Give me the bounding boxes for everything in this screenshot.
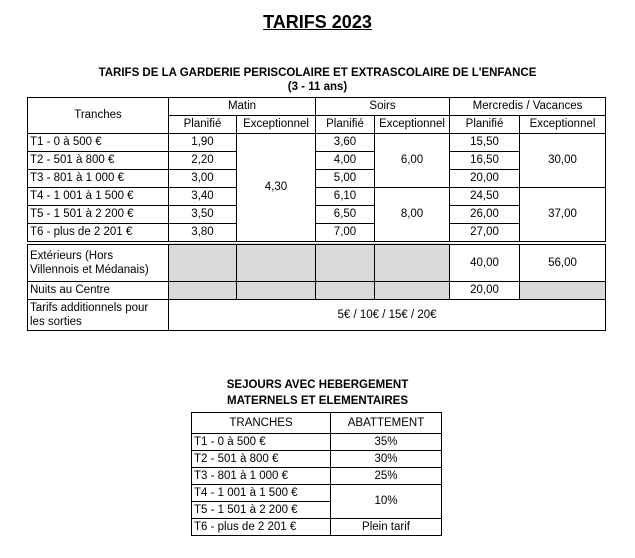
sejours-header-row [192,413,442,434]
subheader-planifie: Planifié [169,116,237,134]
abattement-cell: Plein tarif [331,519,442,536]
subheader-planifie: Planifié [316,116,375,134]
sorties-label-line2: les sorties [30,316,82,328]
soirs-planifie-cell: 7,00 [316,224,375,244]
soirs-exceptionnel-cell: 8,00 [375,188,450,244]
empty-grey-cell [169,282,237,300]
garderie-heading [0,66,635,94]
mercredis-planifie-cell: 27,00 [450,224,520,244]
tranche-cell: T3 - 801 à 1 000 € [28,170,169,188]
table-row-nuits [28,282,606,300]
col-header-tranches: TRANCHES [192,413,331,434]
table-row [192,451,442,468]
matin-exceptionnel-cell: 4,30 [237,134,316,244]
sejours-table [191,412,442,536]
garderie-heading-line2: (3 - 11 ans) [287,81,348,93]
tranche-cell: T5 - 1 501 à 2 200 € [28,206,169,224]
sorties-label [28,300,169,331]
mercredis-planifie-cell: 24,50 [450,188,520,206]
subheader-exceptionnel: Exceptionnel [520,116,606,134]
empty-grey-cell [316,243,375,282]
exterieurs-label-line2: Villennois et Médanais) [30,264,149,276]
table-row [192,519,442,536]
table-row [192,434,442,451]
abattement-cell: 35% [331,434,442,451]
tranche-cell: T1 - 0 à 500 € [192,434,331,451]
tranche-cell: T5 - 1 501 à 2 200 € [192,502,331,519]
col-header-soirs: Soirs [316,98,450,116]
matin-planifie-cell: 3,50 [169,206,237,224]
table-row-exterieurs [28,243,606,282]
exterieurs-label-line1: Extérieurs (Hors [30,250,114,262]
col-header-mercredis: Mercredis / Vacances [450,98,606,116]
tranche-cell: T4 - 1 001 à 1 500 € [192,485,331,502]
subheader-exceptionnel: Exceptionnel [237,116,316,134]
subheader-exceptionnel: Exceptionnel [375,116,450,134]
exterieurs-mercredis-planifie-cell: 40,00 [450,243,520,282]
table-row [28,134,606,152]
table-row [28,224,606,244]
soirs-planifie-cell: 5,00 [316,170,375,188]
sejours-heading [0,377,635,409]
garderie-heading-line1: TARIFS DE LA GARDERIE PERISCOLAIRE ET EXTRASCOLAIRE DE L'ENFANCE [98,67,537,79]
empty-grey-cell [375,282,450,300]
garderie-table [27,97,606,331]
tranche-cell: T1 - 0 à 500 € [28,134,169,152]
sorties-value-cell: 5€ / 10€ / 15€ / 20€ [169,300,606,331]
mercredis-planifie-cell: 26,00 [450,206,520,224]
abattement-cell: 30% [331,451,442,468]
empty-grey-cell [375,243,450,282]
table-row [28,206,606,224]
soirs-planifie-cell: 4,00 [316,152,375,170]
subheader-planifie: Planifié [450,116,520,134]
soirs-planifie-cell: 3,60 [316,134,375,152]
soirs-planifie-cell: 6,10 [316,188,375,206]
col-header-abattement: ABATTEMENT [331,413,442,434]
tranche-cell: T4 - 1 001 à 1 500 € [28,188,169,206]
tranche-cell: T6 - plus de 2 201 € [28,224,169,244]
col-header-tranches: Tranches [28,98,169,134]
mercredis-exceptionnel-cell: 30,00 [520,134,606,188]
page-title: TARIFS 2023 [263,12,372,32]
table-row [192,468,442,485]
tranche-cell: T6 - plus de 2 201 € [192,519,331,536]
mercredis-planifie-cell: 15,50 [450,134,520,152]
col-header-matin: Matin [169,98,316,116]
soirs-planifie-cell: 6,50 [316,206,375,224]
table-row [192,485,442,502]
table-row-sorties [28,300,606,331]
empty-grey-cell [169,243,237,282]
tranche-cell: T3 - 801 à 1 000 € [192,468,331,485]
table-header-row [28,98,606,116]
exterieurs-label [28,243,169,282]
abattement-cell: 25% [331,468,442,485]
exterieurs-mercredis-exceptionnel-cell: 56,00 [520,243,606,282]
abattement-cell: 10% [331,485,442,519]
matin-planifie-cell: 3,00 [169,170,237,188]
table-row [28,152,606,170]
matin-planifie-cell: 3,40 [169,188,237,206]
matin-planifie-cell: 1,90 [169,134,237,152]
nuits-label: Nuits au Centre [28,282,169,300]
empty-grey-cell [520,282,606,300]
table-row [28,170,606,188]
tranche-cell: T2 - 501 à 800 € [28,152,169,170]
empty-grey-cell [237,282,316,300]
sorties-label-line1: Tarifs additionnels pour [30,302,149,314]
soirs-exceptionnel-cell: 6,00 [375,134,450,188]
empty-grey-cell [316,282,375,300]
sejours-heading-line1: SEJOURS AVEC HEBERGEMENT [226,379,409,391]
sejours-heading-line2: MATERNELS ET ELEMENTAIRES [226,395,409,407]
mercredis-exceptionnel-cell: 37,00 [520,188,606,244]
matin-planifie-cell: 2,20 [169,152,237,170]
matin-planifie-cell: 3,80 [169,224,237,244]
mercredis-planifie-cell: 20,00 [450,170,520,188]
empty-grey-cell [237,243,316,282]
mercredis-planifie-cell: 16,50 [450,152,520,170]
tranche-cell: T2 - 501 à 800 € [192,451,331,468]
table-row [28,188,606,206]
nuits-mercredis-planifie-cell: 20,00 [450,282,520,300]
